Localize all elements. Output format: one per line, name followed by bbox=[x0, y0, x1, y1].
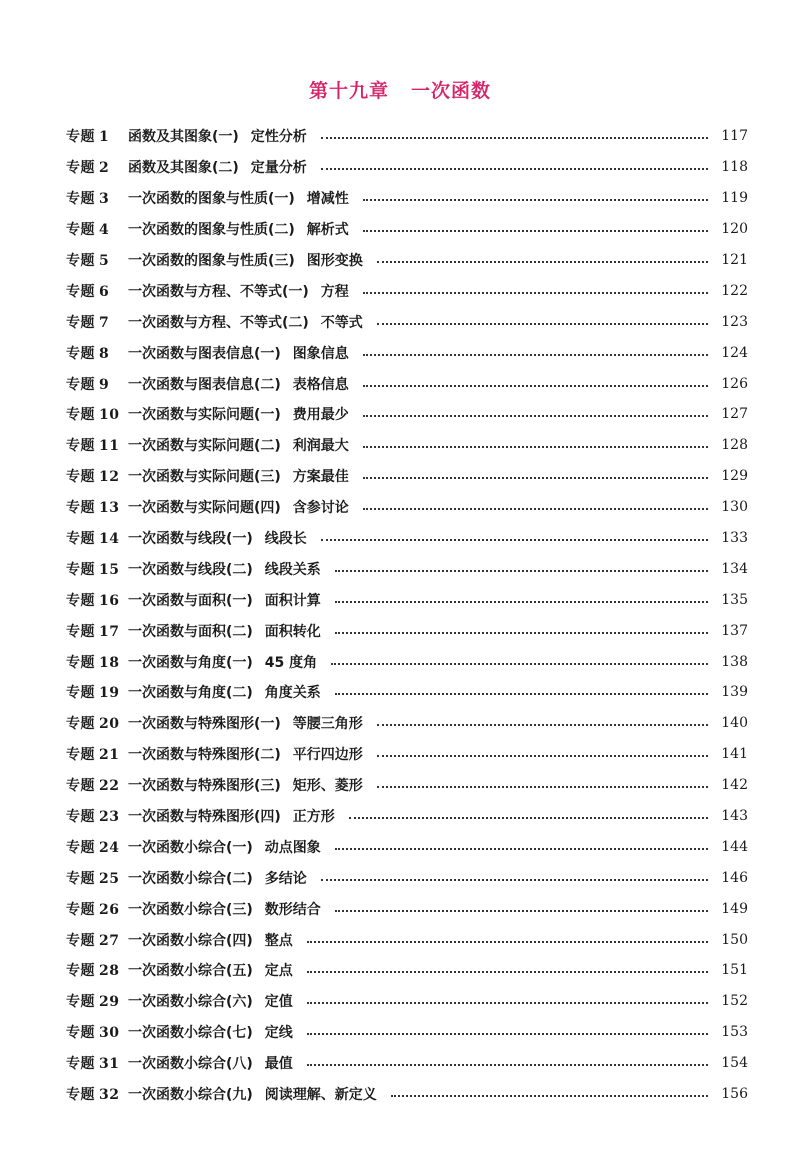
dot-leader bbox=[363, 477, 708, 479]
topic-number: 14 bbox=[99, 531, 120, 548]
page-number: 130 bbox=[721, 499, 748, 516]
toc-entry[interactable] bbox=[66, 306, 748, 337]
topic-number: 6 bbox=[99, 283, 110, 300]
toc-entry[interactable] bbox=[66, 214, 748, 245]
toc-entry[interactable] bbox=[66, 152, 748, 183]
topic-subtitle: 含参讨论 bbox=[292, 500, 349, 517]
topic-label bbox=[66, 991, 128, 1011]
topic-subtitle: 正方形 bbox=[292, 809, 335, 826]
topic-title: 一次函数与角度(一) bbox=[128, 654, 253, 671]
topic-label bbox=[66, 1053, 128, 1073]
toc-entry[interactable] bbox=[66, 831, 748, 862]
topic-label bbox=[66, 126, 128, 146]
topic-label-text: 专题 bbox=[66, 561, 95, 578]
topic-number: 31 bbox=[99, 1056, 120, 1073]
topic-number: 11 bbox=[99, 438, 120, 455]
topic-title: 一次函数与实际问题(二) bbox=[128, 438, 281, 455]
topic-label-text: 专题 bbox=[66, 994, 95, 1011]
toc-entry[interactable] bbox=[66, 893, 748, 924]
topic-number: 30 bbox=[99, 1025, 120, 1042]
topic-title: 一次函数小综合(二) bbox=[128, 870, 253, 887]
topic-number: 21 bbox=[99, 747, 120, 764]
topic-label-text: 专题 bbox=[66, 438, 95, 455]
chapter-title bbox=[0, 76, 800, 103]
topic-subtitle: 面积转化 bbox=[264, 623, 321, 640]
toc-entry[interactable] bbox=[66, 121, 748, 152]
toc-entry[interactable] bbox=[66, 924, 748, 955]
toc-entry[interactable] bbox=[66, 523, 748, 554]
topic-label bbox=[66, 713, 128, 733]
dot-leader bbox=[363, 292, 708, 294]
topic-title: 一次函数与特殊图形(四) bbox=[128, 809, 281, 826]
dot-leader bbox=[321, 168, 708, 170]
page-number: 154 bbox=[721, 1055, 748, 1072]
topic-label-text: 专题 bbox=[66, 963, 95, 980]
topic-title: 一次函数小综合(五) bbox=[128, 963, 253, 980]
dot-leader bbox=[335, 570, 708, 572]
topic-subtitle: 阅读理解、新定义 bbox=[264, 1087, 377, 1104]
page-number: 121 bbox=[721, 252, 748, 268]
topic-label-text: 专题 bbox=[66, 623, 95, 640]
toc-entry[interactable] bbox=[66, 646, 748, 677]
topic-subtitle: 增减性 bbox=[306, 191, 349, 208]
topic-subtitle: 面积计算 bbox=[264, 592, 321, 609]
topic-subtitle: 定性分析 bbox=[250, 129, 307, 146]
topic-title: 一次函数小综合(九) bbox=[128, 1087, 253, 1104]
topic-title: 一次函数与方程、不等式(二) bbox=[128, 314, 309, 331]
topic-label-text: 专题 bbox=[66, 283, 95, 300]
toc-entry[interactable] bbox=[66, 337, 748, 368]
topic-number: 12 bbox=[99, 469, 120, 486]
topic-label bbox=[66, 343, 128, 363]
page-number: 119 bbox=[721, 190, 748, 207]
topic-subtitle: 定线 bbox=[264, 1025, 293, 1042]
page-number: 146 bbox=[721, 869, 748, 886]
topic-label bbox=[66, 157, 128, 177]
topic-number: 26 bbox=[99, 901, 120, 918]
page-number: 138 bbox=[721, 653, 748, 670]
dot-leader bbox=[307, 971, 708, 973]
topic-title: 一次函数小综合(三) bbox=[128, 901, 253, 918]
page-number: 129 bbox=[721, 468, 748, 485]
topic-label-text: 专题 bbox=[66, 253, 95, 269]
topic-number: 29 bbox=[99, 994, 120, 1011]
topic-subtitle: 多结论 bbox=[264, 870, 307, 887]
dot-leader bbox=[377, 323, 708, 325]
page-number: 120 bbox=[721, 221, 748, 238]
dot-leader bbox=[363, 415, 708, 417]
topic-title: 一次函数的图象与性质(二) bbox=[128, 222, 295, 239]
page-number: 139 bbox=[721, 684, 748, 701]
topic-title: 函数及其图象(一) bbox=[128, 129, 239, 146]
topic-title: 一次函数与面积(一) bbox=[128, 592, 253, 609]
topic-label bbox=[66, 250, 128, 270]
dot-leader bbox=[335, 601, 708, 603]
dot-leader bbox=[391, 1095, 708, 1097]
page-number: 144 bbox=[721, 838, 748, 855]
topic-number: 23 bbox=[99, 809, 120, 826]
toc-entry[interactable] bbox=[66, 862, 748, 893]
topic-title: 一次函数与特殊图形(三) bbox=[128, 778, 281, 795]
topic-label-text: 专题 bbox=[66, 592, 95, 609]
topic-title: 一次函数与特殊图形(一) bbox=[128, 716, 281, 733]
dot-leader bbox=[307, 1064, 708, 1066]
topic-title: 一次函数与面积(二) bbox=[128, 623, 253, 640]
topic-subtitle: 等腰三角形 bbox=[292, 716, 363, 733]
topic-title: 一次函数小综合(六) bbox=[128, 994, 253, 1011]
topic-number: 10 bbox=[99, 407, 120, 424]
topic-title: 一次函数的图象与性质(一) bbox=[128, 191, 295, 208]
topic-label bbox=[66, 559, 128, 579]
topic-number: 2 bbox=[99, 160, 110, 177]
topic-title: 一次函数与线段(二) bbox=[128, 561, 253, 578]
topic-label-text: 专题 bbox=[66, 901, 95, 918]
topic-label bbox=[66, 960, 128, 980]
topic-label bbox=[66, 1022, 128, 1042]
topic-title: 一次函数与图表信息(一) bbox=[128, 345, 281, 362]
topic-label-text: 专题 bbox=[66, 654, 95, 671]
topic-subtitle: 利润最大 bbox=[292, 438, 349, 455]
topic-label bbox=[66, 404, 128, 424]
dot-leader bbox=[363, 230, 708, 232]
page-number: 135 bbox=[721, 591, 748, 608]
topic-subtitle: 整点 bbox=[264, 932, 293, 949]
dot-leader bbox=[349, 817, 708, 819]
topic-number: 24 bbox=[99, 839, 120, 856]
topic-label-text: 专题 bbox=[66, 407, 95, 424]
topic-subtitle: 图形变换 bbox=[306, 253, 363, 269]
topic-subtitle: 线段关系 bbox=[264, 561, 321, 578]
topic-label-text: 专题 bbox=[66, 376, 95, 393]
toc-entry[interactable] bbox=[66, 245, 748, 276]
topic-label bbox=[66, 281, 128, 301]
topic-title: 函数及其图象(二) bbox=[128, 160, 239, 177]
topic-number: 28 bbox=[99, 963, 120, 980]
topic-subtitle: 矩形、菱形 bbox=[292, 778, 363, 795]
dot-leader bbox=[363, 199, 708, 201]
page-number: 134 bbox=[721, 560, 748, 577]
toc-entry[interactable] bbox=[66, 677, 748, 708]
topic-label bbox=[66, 837, 128, 857]
page-number: 137 bbox=[721, 622, 748, 639]
topic-label bbox=[66, 899, 128, 919]
topic-label bbox=[66, 188, 128, 208]
topic-number: 19 bbox=[99, 685, 120, 702]
topic-subtitle: 表格信息 bbox=[292, 376, 349, 393]
toc-entry[interactable] bbox=[66, 399, 748, 430]
dot-leader bbox=[307, 1033, 708, 1035]
page-number: 149 bbox=[721, 900, 748, 917]
topic-label-text: 专题 bbox=[66, 222, 95, 239]
page-number: 133 bbox=[721, 530, 748, 547]
page-number: 127 bbox=[721, 406, 748, 423]
page-number: 156 bbox=[721, 1086, 748, 1103]
topic-label bbox=[66, 528, 128, 548]
dot-leader bbox=[321, 879, 708, 881]
topic-title: 一次函数与线段(一) bbox=[128, 531, 253, 548]
topic-subtitle: 解析式 bbox=[306, 222, 349, 239]
topic-label bbox=[66, 497, 128, 517]
topic-label-text: 专题 bbox=[66, 747, 95, 764]
page-number: 153 bbox=[721, 1024, 748, 1041]
topic-number: 25 bbox=[99, 870, 120, 887]
toc-entry[interactable] bbox=[66, 955, 748, 986]
page-number: 118 bbox=[721, 159, 748, 176]
topic-number: 22 bbox=[99, 778, 120, 795]
toc-entry[interactable] bbox=[66, 986, 748, 1017]
topic-subtitle: 角度关系 bbox=[264, 685, 321, 702]
toc-entry[interactable] bbox=[66, 801, 748, 832]
topic-title: 一次函数小综合(一) bbox=[128, 839, 253, 856]
toc-entry[interactable] bbox=[66, 708, 748, 739]
toc-entry[interactable] bbox=[66, 183, 748, 214]
dot-leader bbox=[321, 137, 708, 139]
topic-subtitle: 方案最佳 bbox=[292, 469, 349, 486]
topic-title: 一次函数与特殊图形(二) bbox=[128, 747, 281, 764]
topic-subtitle: 定值 bbox=[264, 994, 293, 1011]
dot-leader bbox=[363, 354, 708, 356]
topic-label bbox=[66, 682, 128, 702]
toc-entry[interactable] bbox=[66, 739, 748, 770]
topic-title: 一次函数小综合(七) bbox=[128, 1025, 253, 1042]
topic-subtitle: 费用最少 bbox=[292, 407, 349, 424]
dot-leader bbox=[331, 663, 708, 665]
topic-label bbox=[66, 652, 128, 672]
topic-label-text: 专题 bbox=[66, 839, 95, 856]
topic-label bbox=[66, 435, 128, 455]
topic-subtitle: 45 度角 bbox=[264, 654, 318, 671]
topic-number: 3 bbox=[99, 191, 110, 208]
page-number: 126 bbox=[721, 375, 748, 392]
page-number: 143 bbox=[721, 808, 748, 825]
topic-label-text: 专题 bbox=[66, 1025, 95, 1042]
topic-label-text: 专题 bbox=[66, 932, 95, 949]
toc-entry[interactable] bbox=[66, 584, 748, 615]
topic-label bbox=[66, 775, 128, 795]
topic-number: 1 bbox=[99, 129, 110, 146]
topic-number: 17 bbox=[99, 623, 120, 640]
topic-number: 9 bbox=[99, 376, 110, 393]
topic-title: 一次函数小综合(八) bbox=[128, 1056, 253, 1073]
page-number: 123 bbox=[721, 313, 748, 330]
topic-number: 4 bbox=[99, 222, 110, 239]
topic-label bbox=[66, 466, 128, 486]
topic-number: 8 bbox=[99, 345, 110, 362]
topic-label-text: 专题 bbox=[66, 1087, 95, 1104]
page-number: 128 bbox=[721, 437, 748, 454]
topic-subtitle: 定点 bbox=[264, 963, 293, 980]
toc-entry[interactable] bbox=[66, 461, 748, 492]
dot-leader bbox=[307, 1002, 708, 1004]
toc-entry[interactable] bbox=[66, 1048, 748, 1079]
topic-subtitle: 定量分析 bbox=[250, 160, 307, 177]
topic-label bbox=[66, 219, 128, 239]
topic-label-text: 专题 bbox=[66, 191, 95, 208]
topic-label bbox=[66, 868, 128, 888]
topic-subtitle: 平行四边形 bbox=[292, 747, 363, 764]
topic-label-text: 专题 bbox=[66, 1056, 95, 1073]
page-number: 151 bbox=[721, 962, 748, 979]
topic-number: 20 bbox=[99, 716, 120, 733]
topic-label-text: 专题 bbox=[66, 500, 95, 517]
dot-leader bbox=[363, 508, 708, 510]
dot-leader bbox=[363, 446, 708, 448]
topic-title: 一次函数小综合(四) bbox=[128, 932, 253, 949]
chapter-number: 第十九章 bbox=[308, 80, 389, 102]
topic-title: 一次函数的图象与性质(三) bbox=[128, 253, 295, 269]
dot-leader bbox=[307, 941, 708, 943]
topic-label bbox=[66, 590, 128, 610]
topic-subtitle: 线段长 bbox=[264, 531, 307, 548]
toc-entry[interactable] bbox=[66, 1017, 748, 1048]
topic-title: 一次函数与实际问题(一) bbox=[128, 407, 281, 424]
topic-title: 一次函数与实际问题(四) bbox=[128, 500, 281, 517]
topic-label-text: 专题 bbox=[66, 531, 95, 548]
toc-entry[interactable] bbox=[66, 492, 748, 523]
topic-label-text: 专题 bbox=[66, 314, 95, 331]
topic-title: 一次函数与图表信息(二) bbox=[128, 376, 281, 393]
topic-title: 一次函数与方程、不等式(一) bbox=[128, 283, 309, 300]
topic-label bbox=[66, 374, 128, 394]
topic-title: 一次函数与实际问题(三) bbox=[128, 469, 281, 486]
page-number: 150 bbox=[721, 931, 748, 948]
topic-number: 16 bbox=[99, 592, 120, 609]
topic-subtitle: 数形结合 bbox=[264, 901, 321, 918]
table-of-contents bbox=[66, 121, 748, 1110]
topic-label-text: 专题 bbox=[66, 778, 95, 795]
topic-number: 15 bbox=[99, 561, 120, 578]
topic-number: 7 bbox=[99, 314, 110, 331]
dot-leader bbox=[335, 910, 708, 912]
dot-leader bbox=[335, 632, 708, 634]
topic-subtitle: 方程 bbox=[320, 283, 349, 300]
topic-label bbox=[66, 312, 128, 332]
topic-number: 32 bbox=[99, 1087, 120, 1104]
toc-entry[interactable] bbox=[66, 430, 748, 461]
topic-number: 27 bbox=[99, 932, 120, 949]
topic-subtitle: 最值 bbox=[264, 1056, 293, 1073]
topic-number: 18 bbox=[99, 654, 120, 671]
dot-leader bbox=[377, 261, 708, 263]
page-number: 122 bbox=[721, 282, 748, 299]
topic-label bbox=[66, 806, 128, 826]
toc-entry[interactable] bbox=[66, 275, 748, 306]
page-number: 124 bbox=[721, 344, 748, 361]
topic-label-text: 专题 bbox=[66, 716, 95, 733]
topic-label bbox=[66, 1084, 128, 1104]
toc-entry[interactable] bbox=[66, 553, 748, 584]
topic-number: 5 bbox=[99, 253, 110, 269]
topic-label-text: 专题 bbox=[66, 345, 95, 362]
topic-label-text: 专题 bbox=[66, 809, 95, 826]
toc-entry[interactable] bbox=[66, 368, 748, 399]
topic-label bbox=[66, 744, 128, 764]
topic-label bbox=[66, 930, 128, 950]
dot-leader bbox=[335, 693, 708, 695]
topic-subtitle: 图象信息 bbox=[292, 345, 349, 362]
toc-entry[interactable] bbox=[66, 770, 748, 801]
topic-subtitle: 不等式 bbox=[320, 314, 363, 331]
page-number: 140 bbox=[721, 715, 748, 732]
dot-leader bbox=[321, 539, 708, 541]
page-number: 152 bbox=[721, 993, 748, 1010]
topic-label-text: 专题 bbox=[66, 469, 95, 486]
page-number: 141 bbox=[721, 746, 748, 763]
dot-leader bbox=[377, 755, 708, 757]
toc-entry[interactable] bbox=[66, 1079, 748, 1110]
topic-label bbox=[66, 621, 128, 641]
dot-leader bbox=[377, 786, 708, 788]
toc-entry[interactable] bbox=[66, 615, 748, 646]
chapter-name: 一次函数 bbox=[411, 80, 492, 102]
page-number: 117 bbox=[721, 128, 748, 145]
dot-leader bbox=[335, 848, 708, 850]
page-number: 142 bbox=[721, 777, 748, 794]
topic-number: 13 bbox=[99, 500, 120, 517]
dot-leader bbox=[363, 385, 708, 387]
topic-label-text: 专题 bbox=[66, 685, 95, 702]
topic-label-text: 专题 bbox=[66, 870, 95, 887]
dot-leader bbox=[377, 724, 708, 726]
topic-subtitle: 动点图象 bbox=[264, 839, 321, 856]
topic-title: 一次函数与角度(二) bbox=[128, 685, 253, 702]
topic-label-text: 专题 bbox=[66, 160, 95, 177]
topic-label-text: 专题 bbox=[66, 129, 95, 146]
